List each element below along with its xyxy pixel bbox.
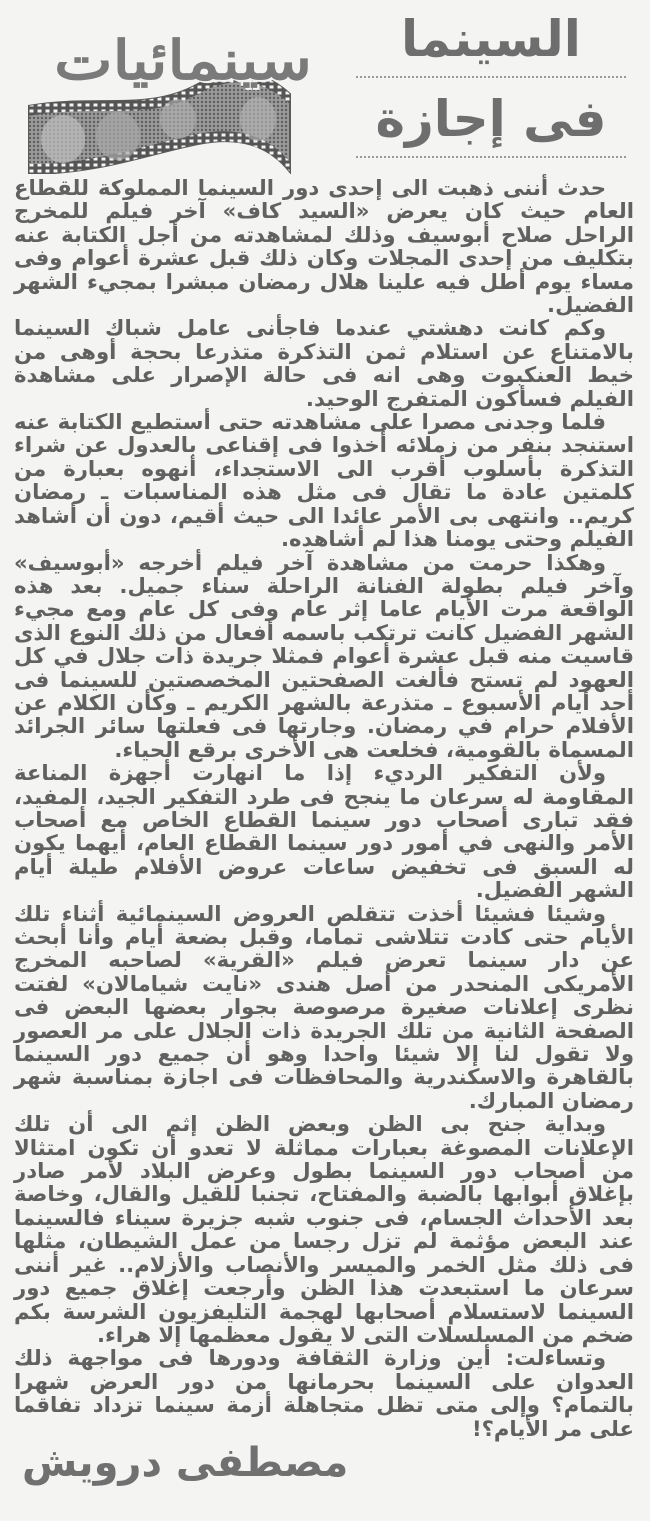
paragraph: وشيئا فشيئا أخذت تتقلص العروض السينمائية أثناء تلك الأيام حتى كادت تتلاشى تماما، وقبل بضعة أيام وأنا أبحث عن دار سينما تعرض فيلم «القرية» لصاحبه المخرج الأمريكى المنحدر من أصل هندى «نايت شيامالان» لفتت نظرى إعلانات صغيرة مرصوصة بجوار بعضها البعض فى الصفحة الثانية من تلك الجريدة ذات الجلال على مر العصور ولا تقول لنا إلا شيئا واحدا وهو أن جميع دور السينما بالقاهرة والاسكندرية والمحافظات فى اجازة بمناسبة شهر رمضان المبارك. [14,900,634,1113]
paragraph: حدث أننى ذهبت الى إحدى دور السينما المملوكة للقطاع العام حيث كان يعرض «السيد كاف» آخر فيلم للمخرج الراحل صلاح أبوسيف وذلك لمشاهدته من أجل الكتابة عنه بتكليف من إحدى المجلات وكان ذلك قبل عشرة أعوام وفى مساء يوم أطل فيه علينا هلال رمضان مبشرا بمجيء الشهر الفضيل. [14,175,634,318]
paragraph: وبداية جنح بى الظن وبعض الظن إثم الى أن تلك الإعلانات المصوغة بعبارات مماثلة لا تعدو أن تكون امتثالا من أصحاب دور السينما بطول وعرض البلاد لأمر صادر بإغلاق أبوابها بالضبة والمفتاح، تجنبا للقيل والقال، وخاصة بعد الأحداث الجسام، فى جنوب شبه جزيرة سيناء فالسينما عند البعض مؤثمة لم تزل رجسا من عمل الشيطان، مثلها فى ذلك مثل الخمر والميسر والأنصاب والأزلام.. غير أننى سرعان ما استبعدت هذا الظن وأرجعت إغلاق جميع دور السينما لاستسلام أصحابها لهجمة التليفزيون الشرسة بكم ضخم من المسلسلات التى لا يقول معظمها إلا هراء. [14,1111,634,1347]
section-logo-text: سينمائيات [54,28,312,92]
dotted-divider [356,156,626,158]
author-byline: مصطفى درويش [22,1440,349,1486]
column-header [0,0,650,178]
headline-line-1: السينما [401,10,581,68]
section-logo [28,24,318,174]
headline [356,8,626,168]
headline-line-2: فى إجازة [375,90,607,148]
article-body [14,176,634,1440]
paragraph: وهكذا حرمت من مشاهدة آخر فيلم أخرجه «أبوسيف» وآخر فيلم بطولة الفنانة الراحلة سناء جميل. بعد هذه الواقعة مرت الأيام عاما إثر عام وفى كل عام ومع مجيء الشهر الفضيل كانت ترتكب باسمه أفعال من ذلك النوع الذى قاسيت منه قبل عشرة أعوام فمثلا جريدة ذات جلال في كل العهود لم تستح فألغت الصفحتين المخصصتين للسينما فى أحد أيام الأسبوع ـ متذرعة بالشهر الكريم ـ وكأن الكلام عن الأفلام حرام في رمضان. وجارتها فى فعلتها سائر الجرائد المسماة بالقومية، فخلعت هى الأخرى برقع الحياء. [14,549,634,762]
paragraph: فلما وجدنى مصرا على مشاهدته حتى أستطيع الكتابة عنه استنجد بنفر من زملائه أخذوا فى إقناعى بالعدول عن شراء التذكرة بأسلوب أقرب الى الاستجداء، أنهوه بعبارة من كلمتين عادة ما تقال فى مثل هذه المناسبات ـ رمضان كريم.. وانتهى بى الأمر عائدا الى حيث أقيم، دون أن أشاهد الفيلم وحتى يومنا هذا لم أشاهده. [14,409,634,552]
paragraph: وكم كانت دهشتي عندما فاجأنى عامل شباك السينما بالامتناع عن استلام ثمن التذكرة متذرعا بحجة أوهى من خيط العنكبوت وهى انه فى حالة الإصرار على مشاهدة الفيلم فسأكون المتفرج الوحيد. [14,315,634,411]
paragraph: وتساءلت: أين وزارة الثقافة ودورها فى مواجهة ذلك العدوان على السينما بحرمانها من دور العرض شهرا بالتمام؟ وإلى متى تظل متجاهلة أزمة سينما تزداد تفاقما على مر الأيام؟! [14,1345,634,1441]
paragraph: ولأن التفكير الرديء إذا ما انهارت أجهزة المناعة المقاومة له سرعان ما ينجح فى طرد التفكير الجيد، المفيد، فقد تبارى أصحاب دور سينما القطاع الخاص مع أصحاب الأمر والنهى في أمور دور سينما القطاع العام، أيهما يكون له السبق فى تخفيض ساعات عروض الأفلام طيلة أيام الشهر الفضيل. [14,760,634,903]
dotted-divider [356,76,626,78]
